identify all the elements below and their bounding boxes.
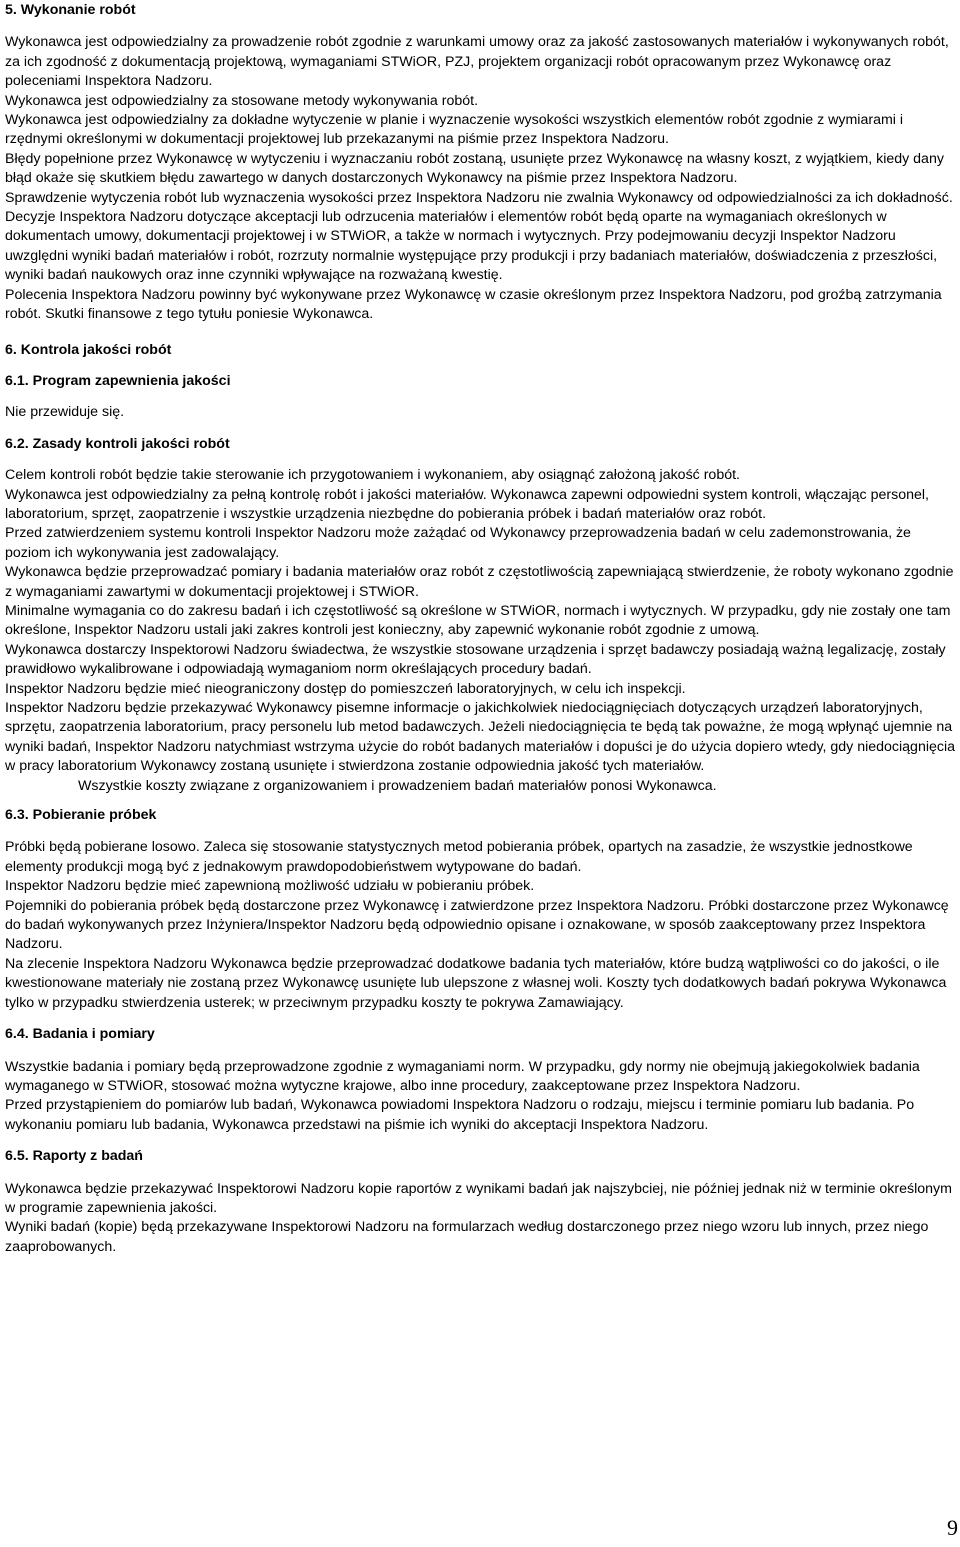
indented-paragraph: Wszystkie koszty związane z organizowaniem i prowadzeniem badań materiałów ponosi Wykonawca. (78, 777, 717, 794)
section-5-heading: 5. Wykonanie robót (5, 2, 136, 18)
paragraph: Próbki będą pobierane losowo. Zaleca się stosowanie statystycznych metod pobierania próbek, opartych na zasadzie, że wszystkie jednostkowe elementy produkcji mogą być z jednakowym prawdopodobieństwem wytypowane do badań. (5, 839, 913, 875)
paragraph: Decyzje Inspektora Nadzoru dotyczące akceptacji lub odrzucenia materiałów i elementów robót będą oparte na wymaganiach określonych w dokumentach umowy, dokumentacji projektowej i w STWiOR, a także w normach i wytycznych. Przy podejmowaniu decyzji Inspektor Nadzoru uwzględni wyniki badań materiałów i robót, rozrzuty normalnie występujące przy produkcji i przy badaniach materiałów, doświadczenia z przeszłości, wyniki badań naukowych oraz inne czynniki wpływające na rozważaną kwestię. (5, 209, 938, 284)
page-number: 9 (947, 1515, 958, 1540)
paragraph: Polecenia Inspektora Nadzoru powinny być wykonywane przez Wykonawcę w czasie określonym przez Inspektora Nadzoru, pod groźbą zatrzymania robót. Skutki finansowe z tego tytułu poniesie Wykonawca. (5, 286, 942, 323)
paragraph: Przed zatwierdzeniem systemu kontroli Inspektor Nadzoru może zażądać od Wykonawcy przeprowadzenia badań w celu zademonstrowania, że poziom ich wykonywania jest zadowalający. (5, 525, 911, 561)
section-6-5-heading: 6.5. Raporty z badań (5, 1148, 143, 1165)
section-6-4-body (5, 1058, 955, 1136)
paragraph: Sprawdzenie wytyczenia robót lub wyznaczenia wysokości przez Inspektora Nadzoru nie zwalnia Wykonawcy od odpowiedzialności za ich dokładność. (5, 189, 953, 206)
document-page (5, 0, 955, 1257)
section-6-5-body (5, 1180, 955, 1258)
paragraph: Inspektor Nadzoru będzie mieć zapewnioną możliwość udziału w pobieraniu próbek. (5, 878, 535, 895)
paragraph: Inspektor Nadzoru będzie przekazywać Wykonawcy pisemne informacje o jakichkolwiek niedociągnięciach dotyczących urządzeń laboratoryjnych, sprzętu, zaopatrzenia laboratorium, pracy personelu lub metod badawczych. Jeżeli niedociągnięcia te będą tak poważne, że mogą wpłynąć ujemnie na wyniki badań, Inspektor Nadzoru natychmiast wstrzyma użycie do robót badanych materiałów i dopuści je do użycia dopiero wtedy, gdy niedociągnięcia w pracy laboratorium Wykonawcy zostaną usunięte i stwierdzona zostanie odpowiednia jakość tych materiałów. (5, 700, 956, 775)
paragraph: Wykonawca jest odpowiedzialny za dokładne wytyczenie w planie i wyznaczenie wysokości wszystkich elementów robót zgodnie z wymiarami i rzędnymi określonymi w dokumentacji projektowej lub przekazanymi na piśmie przez Inspektora Nadzoru. (5, 112, 904, 148)
section-5-body (5, 33, 955, 324)
paragraph: Wykonawca będzie przekazywać Inspektorowi Nadzoru kopie raportów z wynikami badań jak najszybciej, nie później jednak niż w terminie określonym w programie zapewnienia jakości. (5, 1180, 952, 1216)
paragraph: Wykonawca jest odpowiedzialny za pełną kontrolę robót i jakości materiałów. Wykonawca zapewni odpowiedni system kontroli, włączając personel, laboratorium, sprzęt, zaopatrzenie i wszystkie urządzenia niezbędne do pobierania próbek i badań materiałów oraz robót. (5, 486, 929, 522)
paragraph: Wykonawca jest odpowiedzialny za prowadzenie robót zgodnie z warunkami umowy oraz za jakość zastosowanych materiałów i wykonywanych robót, za ich zgodność z dokumentacją projektową, wymaganiami STWiOR, PZJ, projektem organizacji robót opracowanym przez Wykonawcę oraz poleceniami Inspektora Nadzoru. (5, 34, 949, 90)
paragraph: Wyniki badań (kopie) będą przekazywane Inspektorowi Nadzoru na formularzach według dostarczonego przez niego wzoru lub innych, przez niego zaaprobowanych. (5, 1219, 929, 1255)
section-6-3-heading: 6.3. Pobieranie próbek (5, 807, 157, 824)
section-6-2-body (5, 466, 955, 796)
paragraph: Wykonawca będzie przeprowadzać pomiary i badania materiałów oraz robót z częstotliwością zapewniającą stwierdzenie, że roboty wykonano zgodnie z wymaganiami zawartymi w dokumentacji projektowej i STWiOR. (5, 564, 954, 600)
paragraph: Pojemniki do pobierania próbek będą dostarczone przez Wykonawcę i zatwierdzone przez Inspektora Nadzoru. Próbki dostarczone przez Wykonawcę do badań wykonywanych przez Inżyniera/Inspektor Nadzoru będą odpowiednio opisane i oznakowane, w sposób zaakceptowany przez Inspektora Nadzoru. (5, 897, 949, 953)
section-6-4-heading: 6.4. Badania i pomiary (5, 1026, 155, 1043)
section-6-3-body (5, 838, 955, 1013)
paragraph: Celem kontroli robót będzie takie sterowanie ich przygotowaniem i wykonaniem, aby osiągnąć założoną jakość robót. (5, 467, 740, 484)
paragraph: Na zlecenie Inspektora Nadzoru Wykonawca będzie przeprowadzać dodatkowe badania tych materiałów, które budzą wątpliwości co do jakości, o ile kwestionowane materiały nie zostaną przez Wykonawcę usunięte lub ulepszone z własnej woli. Koszty tych dodatkowych badań pokrywa Wykonawca tylko w przypadku stwierdzenia usterek; w przeciwnym przypadku koszty te pokrywa Zamawiający. (5, 955, 947, 1011)
paragraph: Inspektor Nadzoru będzie mieć nieograniczony dostęp do pomieszczeń laboratoryjnych, w celu ich inspekcji. (5, 680, 686, 697)
section-6-heading: 6. Kontrola jakości robót (5, 341, 172, 358)
paragraph: Wykonawca dostarczy Inspektorowi Nadzoru świadectwa, że wszystkie stosowane urządzenia i sprzęt badawczy posiadają ważną legalizację, zostały prawidłowo wykalibrowane i odpowiadają wymaganiom norm określających procedury badań. (5, 641, 946, 678)
paragraph: Nie przewiduje się. (5, 404, 125, 421)
paragraph: Wykonawca jest odpowiedzialny za stosowane metody wykonywania robót. (5, 92, 479, 109)
section-6-1-heading: 6.1. Program zapewnienia jakości (5, 372, 231, 389)
paragraph: Przed przystąpieniem do pomiarów lub badań, Wykonawca powiadomi Inspektora Nadzoru o rodzaju, miejscu i terminie pomiaru lub badania. Po wykonaniu pomiaru lub badania, Wykonawca przedstawi na piśmie ich wyniki do akceptacji Inspektora Nadzoru. (5, 1097, 915, 1133)
paragraph: Błędy popełnione przez Wykonawcę w wytyczeniu i wyznaczaniu robót zostaną, usunięte przez Wykonawcę na własny koszt, z wyjątkiem, kiedy dany błąd okaże się skutkiem błędu zawartego w danych dostarczonych Wykonawcy na piśmie przez Inspektora Nadzoru. (5, 150, 944, 187)
paragraph: Wszystkie badania i pomiary będą przeprowadzone zgodnie z wymaganiami norm. W przypadku, gdy normy nie obejmują jakiegokolwiek badania wymaganego w STWiOR, stosować można wytyczne krajowe, albo inne procedury, zaakceptowane przez Inspektora Nadzoru. (5, 1058, 920, 1094)
paragraph: Minimalne wymagania co do zakresu badań i ich częstotliwość są określone w STWiOR, normach i wytycznych. W przypadku, gdy nie zostały one tam określone, Inspektor Nadzoru ustali jaki zakres kontroli jest konieczny, aby zapewnić wykonanie robót zgodnie z umową. (5, 602, 951, 639)
section-6-2-heading: 6.2. Zasady kontroli jakości robót (5, 435, 230, 452)
